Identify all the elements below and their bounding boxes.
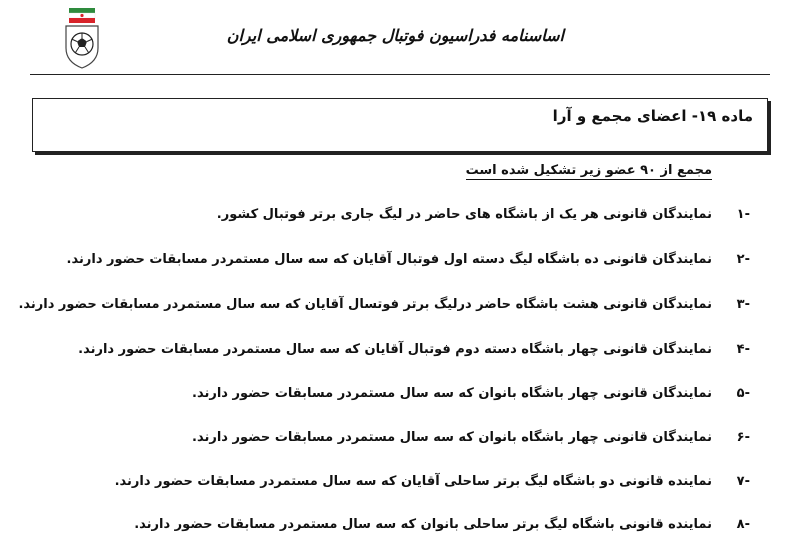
document-header-title: اساسنامه فدراسیون فوتبال جمهوری اسلامی ایران (226, 26, 564, 45)
list-item (134, 517, 750, 532)
item-number: -۲ (736, 252, 750, 267)
list-item (192, 430, 750, 445)
item-number: -۱ (736, 207, 750, 222)
list-item (78, 342, 750, 357)
item-text: نمایندگان قانونی چهار باشگاه دسته دوم فوتبال آقایان که سه سال مستمردر مسابقات حضور دارند. (78, 342, 712, 357)
item-number: -۷ (736, 474, 750, 489)
item-text: نماینده قانونی دو باشگاه لیگ برتر ساحلی آقایان که سه سال مستمردر مسابقات حضور دارند. (114, 474, 712, 489)
item-number: -۴ (736, 342, 750, 357)
article-title: ماده ۱۹- اعضای مجمع و آرا (552, 107, 753, 125)
item-number: -۶ (736, 430, 750, 445)
item-number: -۸ (736, 517, 750, 532)
item-text: نماینده قانونی باشگاه لیگ برتر ساحلی بانوان که سه سال مستمردر مسابقات حضور دارند. (134, 517, 712, 532)
item-number: -۵ (736, 386, 750, 401)
item-text: نمایندگان قانونی هشت باشگاه حاضر درلیگ برتر فوتسال آقایان که سه سال مستمردر مسابقات حضور دارند. (18, 297, 712, 312)
list-item (67, 252, 750, 267)
item-text: نمایندگان قانونی ده باشگاه لیگ دسته اول فوتبال آقایان که سه سال مستمردر مسابقات حضور دارند. (66, 252, 712, 267)
list-item (115, 474, 750, 489)
item-number: -۳ (736, 297, 750, 312)
item-text: نمایندگان قانونی هر یک از باشگاه های حاضر در لیگ جاری برتر فوتبال کشور. (216, 207, 712, 222)
item-text: نمایندگان قانونی چهار باشگاه بانوان که سه سال مستمردر مسابقات حضور دارند. (192, 386, 712, 401)
list-item (217, 207, 750, 222)
item-text: نمایندگان قانونی چهار باشگاه بانوان که سه سال مستمردر مسابقات حضور دارند. (192, 430, 712, 445)
list-item (192, 386, 750, 401)
intro-text: مجمع از ۹۰ عضو زیر تشکیل شده است (465, 163, 712, 178)
list-item (18, 297, 750, 312)
